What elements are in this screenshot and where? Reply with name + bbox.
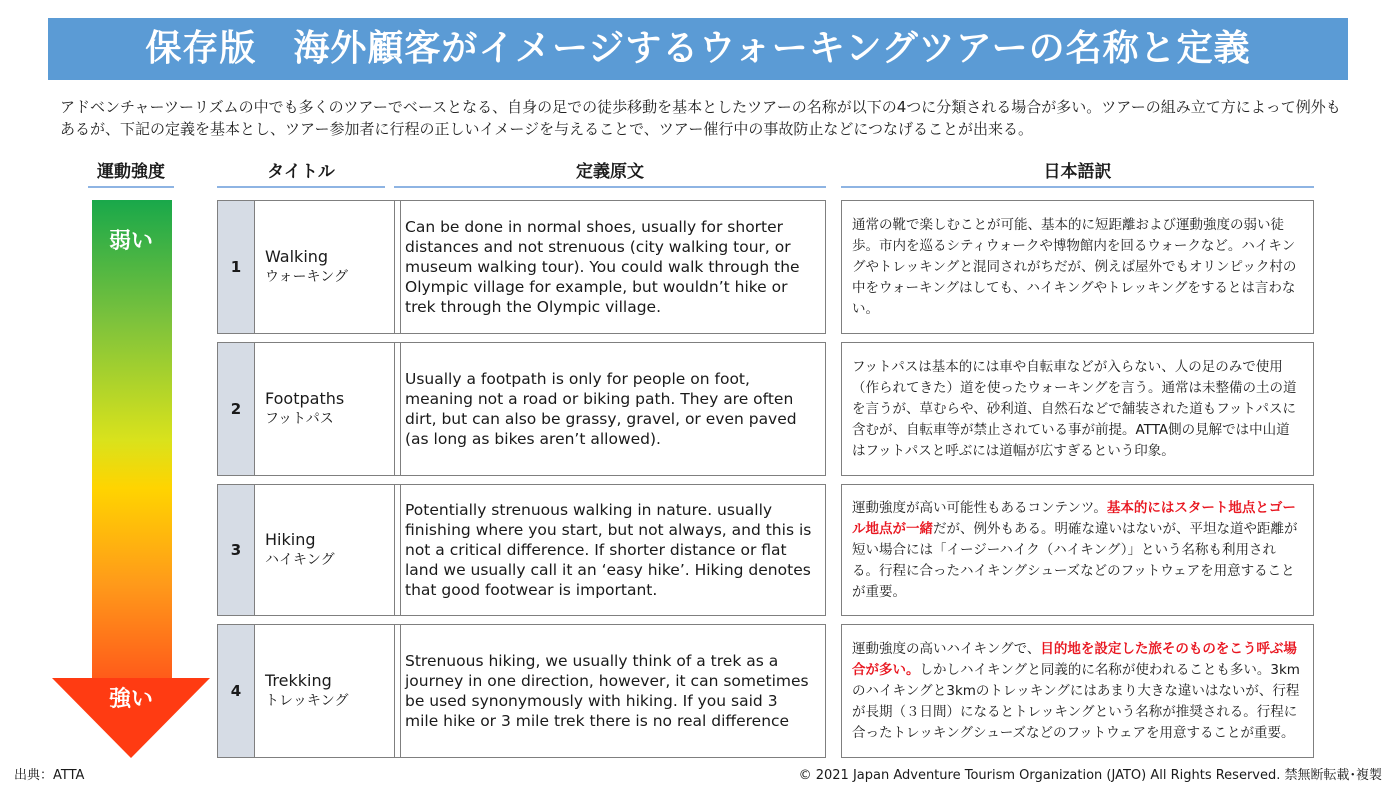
definition-text: Usually a footpath is only for people on foot, meaning not a road or biking path. They are often dirt, but can also be grassy, gravel, or even paved (as long as bikes aren’t allowed).	[405, 370, 797, 448]
row-number: 3	[217, 484, 255, 616]
intensity-arrow	[52, 200, 210, 760]
table-row	[217, 624, 1314, 758]
definition-cell	[394, 342, 826, 476]
row-title	[255, 342, 401, 476]
japanese-text-part: フットパスは基本的には車や自転車などが入らない、人の足のみで使用（作られてきた）道を使ったウォーキングを言う。通常は未整備の土の道を言うが、草むらや、砂利道、自然石などで舗装された道もフットパスに含むが、自転車等が禁止されている事が前提。ATTA側の見解では中山道はフットパスと呼ぶには道幅が広すぎるという印象。	[852, 358, 1297, 459]
japanese-cell	[841, 484, 1314, 616]
japanese-text-part: 通常の靴で楽しむことが可能、基本的に短距離および運動強度の弱い徒歩。市内を巡るシティウォークや博物館内を回るウォークなど。ハイキングやトレッキングと混同されがちだが、例えば屋外でもオリンピック村の中をウォーキングはしても、ハイキングやトレッキングをするとは言わない。	[852, 216, 1297, 317]
page-title: 保存版 海外顧客がイメージするウォーキングツアーの名称と定義	[48, 18, 1348, 80]
japanese-text-part: だが、例外もある。明確な違いはないが、平坦な道や距離が短い場合には「イージーハイク（ハイキング）」という名称も利用される。行程に合ったハイキングシューズなどのフットウェアを用意することが重要。	[852, 520, 1298, 600]
column-header-intensity: 運動強度	[88, 160, 174, 188]
title-japanese: フットパス	[265, 411, 334, 427]
japanese-text	[852, 357, 1303, 462]
arrow-shaft	[92, 200, 172, 680]
title-english: Walking	[265, 247, 329, 266]
japanese-text-part: 運動強度が高い可能性もあるコンテンツ。	[852, 499, 1107, 516]
strong-label: 強い	[108, 687, 153, 712]
definition-cell	[394, 484, 826, 616]
row-number: 2	[217, 342, 255, 476]
japanese-text-part: 運動強度の高いハイキングで、	[852, 640, 1041, 657]
row-title	[255, 484, 401, 616]
definition-text: Strenuous hiking, we usually think of a trek as a journey in one direction, however, it can sometimes be used synonymously with hiking. If you said 3 mile hike or 3 mile trek there is no real difference	[405, 652, 809, 730]
japanese-highlight: 目的地を設定した旅そのものをこう呼ぶ場合が多い。	[852, 640, 1297, 678]
definition-cell	[394, 624, 826, 758]
japanese-text	[852, 639, 1303, 744]
row-number: 1	[217, 200, 255, 334]
column-header-title: タイトル	[217, 160, 385, 188]
japanese-highlight: 基本的にはスタート地点とゴール地点が一緒	[852, 499, 1296, 537]
japanese-text	[852, 498, 1303, 603]
row-title	[255, 200, 401, 334]
weak-label: 弱い	[108, 229, 153, 254]
intro-text: アドベンチャーツーリズムの中でも多くのツアーでベースとなる、自身の足での徒歩移動を基本としたツアーの名称が以下の4つに分類される場合が多い。ツアーの組み立て方によって例外もあるが、下記の定義を基本とし、ツアー参加者に行程の正しいイメージを与えることで、ツアー催行中の事故防止などにつなげることが出来る。	[60, 98, 1341, 138]
copyright-note: © 2021 Japan Adventure Tourism Organization (JATO) All Rights Reserved. 禁無断転載･複製	[798, 768, 1382, 783]
column-header-japanese: 日本語訳	[841, 160, 1314, 188]
definition-cell	[394, 200, 826, 334]
title-english: Footpaths	[265, 389, 345, 408]
title-english: Trekking	[265, 671, 332, 690]
title-english: Hiking	[265, 530, 316, 549]
definition-text: Can be done in normal shoes, usually for shorter distances and not strenuous (city walking tour, or museum walking tour). You could walk through the Olympic village for example, but wouldn’t hike or trek through the Olympic village.	[405, 218, 800, 316]
row-title	[255, 624, 401, 758]
japanese-cell	[841, 200, 1314, 334]
table-row	[217, 342, 1314, 476]
column-header-definition: 定義原文	[394, 160, 826, 188]
title-japanese: トレッキング	[265, 693, 349, 709]
japanese-text	[852, 215, 1303, 320]
table-row	[217, 200, 1314, 334]
japanese-cell	[841, 342, 1314, 476]
title-japanese: ウォーキング	[265, 269, 349, 285]
japanese-cell	[841, 624, 1314, 758]
title-japanese: ハイキング	[265, 552, 335, 568]
source-note: 出典：ATTA	[14, 768, 85, 783]
row-number: 4	[217, 624, 255, 758]
japanese-text-part: しかしハイキングと同義的に名称が使われることも多い。3kmのハイキングと3kmのトレッキングにはあまり大きな違いはないが、行程が長期（３日間）になるとトレッキングという名称が推奨される。行程に合ったトレッキングシューズなどのフットウェアを用意することが重要。	[852, 661, 1300, 741]
definition-text: Potentially strenuous walking in nature. usually finishing where you start, but not always, and this is not a critical difference. If shorter distance or flat land we usually call it an ‘easy hike’. Hiking denotes that good footwear is important.	[405, 501, 812, 599]
table-row	[217, 484, 1314, 616]
